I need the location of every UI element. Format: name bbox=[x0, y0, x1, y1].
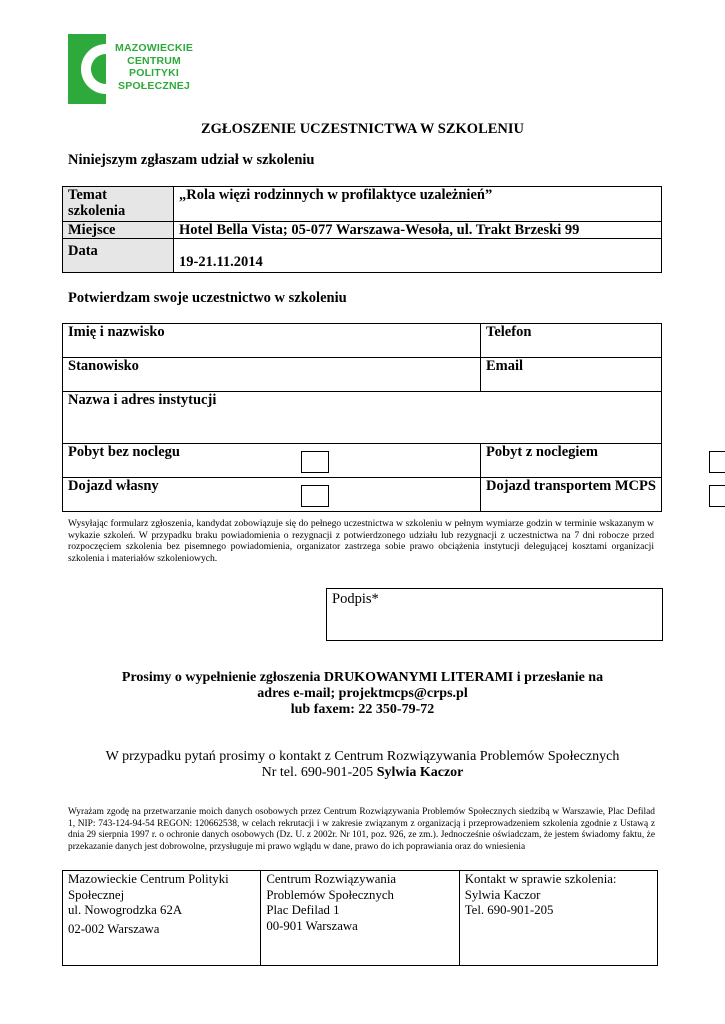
name-field[interactable] bbox=[63, 324, 481, 358]
position-field[interactable] bbox=[63, 358, 481, 392]
overnight-label: Pobyt z noclegiem bbox=[486, 444, 598, 460]
mcps-transport-option bbox=[481, 478, 662, 512]
footer-mcps bbox=[63, 871, 261, 966]
mcps-logo bbox=[68, 34, 203, 104]
footer-mcps-street: ul. Nowogrodzka 62A bbox=[68, 903, 183, 917]
no-overnight-label: Pobyt bez noclegu bbox=[68, 444, 180, 460]
logo-line: POLITYKI bbox=[129, 67, 180, 79]
logo-text bbox=[115, 42, 193, 92]
footer-contact-title: Kontakt w sprawie szkolenia: bbox=[464, 872, 617, 886]
topic-value: „Rola więzi rodzinnych w profilaktyce uzależnień” bbox=[174, 187, 662, 222]
date-value: 19-21.11.2014 bbox=[174, 239, 662, 273]
footer-contact-phone: Tel. 690-901-205 bbox=[464, 903, 554, 917]
email-field[interactable] bbox=[481, 358, 662, 392]
overnight-option bbox=[481, 444, 662, 478]
topic-label bbox=[63, 187, 174, 222]
footer-crps-city: 00-901 Warszawa bbox=[266, 918, 358, 933]
institution-label: Nazwa i adres instytucji bbox=[68, 392, 217, 408]
participant-table bbox=[62, 323, 662, 512]
participation-note: Wysyłając formularz zgłoszenia, kandydat zobowiązuje się do pełnego uczestnictwa w szkoleniu w pełnym wymiarze godzin w terminie wskazanym w wykazie szkoleń. W przypadku braku powiadomienia o rezygnacji z potwierdzonego udziału lub rezygnacji z uczestnictwa na 7 dni robocze przed rozpoczęciem szkolenia bez pisemnego powiadomienia, organizator zastrzega sobie prawo obciążenia instytucji delegującej kosztami organizacji szkolenia i materiałów szkoleniowych. bbox=[68, 518, 654, 564]
print-request-line2: adres e-mail; projektmcps@crps.pl bbox=[257, 686, 468, 701]
footer-table bbox=[62, 870, 658, 966]
page-title: ZGŁOSZENIE UCZESTNICTWA W SZKOLENIU bbox=[200, 121, 524, 137]
contact-question bbox=[0, 749, 725, 781]
email-label: Email bbox=[486, 358, 524, 374]
footer-crps-street: Plac Defilad 1 bbox=[266, 903, 340, 917]
institution-field[interactable] bbox=[63, 392, 662, 444]
contact-question-line2 bbox=[0, 765, 725, 781]
place-label: Miejsce bbox=[63, 222, 174, 239]
print-request bbox=[0, 670, 725, 718]
place-value: Hotel Bella Vista; 05-077 Warszawa-Wesoła, ul. Trakt Brzeski 99 bbox=[174, 222, 662, 239]
footer-mcps-city: 02-002 Warszawa bbox=[68, 921, 160, 936]
print-request-line3: lub faxem: 22 350-79-72 bbox=[290, 702, 435, 717]
print-request-line1: Prosimy o wypełnienie zgłoszenia DRUKOWANYMI LITERAMI i przesłanie na bbox=[121, 670, 604, 685]
contact-question-line1: W przypadku pytań prosimy o kontakt z Centrum Rozwiązywania Problemów Społecznych bbox=[105, 749, 620, 764]
name-label: Imię i nazwisko bbox=[68, 324, 165, 340]
contact-person: Sylwia Kaczor bbox=[376, 765, 464, 780]
phone-field[interactable] bbox=[481, 324, 662, 358]
logo-line: CENTRUM bbox=[127, 54, 181, 67]
logo-line: SPOŁECZNEJ bbox=[118, 79, 191, 92]
footer-contact bbox=[459, 871, 657, 966]
footer-contact-person: Sylwia Kaczor bbox=[464, 887, 541, 902]
contact-phone: Nr tel. 690-901-205 bbox=[261, 765, 377, 780]
data-consent: Wyrażam zgodę na przetwarzanie moich danych osobowych przez Centrum Rozwiązywania Problemów Społecznych siedzibą w Warszawie, Plac Defilad 1, NIP: 743-124-94-54 REGON: 120662538, w celach rekrutacji i w zakresie związanym z organizacją i przeprowadzeniem szkolenia zgodnie z Ustawą z dnia 29 sierpnia 1997 r. o ochronie danych osobowych (Dz. U. z 2002r. Nr 101, poz. 926, ze zm.). Jednocześnie oświadczam, że jestem świadomy faktu, że przekazanie danych jest dobrowolne, przysługuje mi prawo wglądu w dane, prawo do ich poprawiania oraz do wniesienia bbox=[68, 807, 655, 852]
no-overnight-option bbox=[63, 444, 481, 478]
mcps-logo-icon bbox=[68, 34, 106, 104]
own-transport-checkbox[interactable] bbox=[301, 485, 329, 507]
own-transport-option bbox=[63, 478, 481, 512]
mcps-transport-checkbox[interactable] bbox=[709, 485, 725, 507]
position-label: Stanowisko bbox=[68, 358, 139, 374]
confirm-text: Potwierdzam swoje uczestnictwo w szkoleniu bbox=[68, 290, 347, 306]
footer-crps-name: Centrum Rozwiązywania Problemów Społecznych bbox=[266, 872, 397, 902]
overnight-checkbox[interactable] bbox=[709, 451, 725, 473]
mcps-transport-label: Dojazd transportem MCPS bbox=[486, 478, 656, 494]
training-table bbox=[62, 186, 662, 273]
footer-mcps-name: Mazowieckie Centrum Polityki Społecznej bbox=[68, 872, 229, 902]
footer-crps bbox=[261, 871, 459, 966]
signature-label: Podpis* bbox=[332, 591, 379, 607]
own-transport-label: Dojazd własny bbox=[68, 478, 159, 494]
intro-text: Niniejszym zgłaszam udział w szkoleniu bbox=[68, 152, 315, 168]
phone-label: Telefon bbox=[486, 324, 532, 340]
topic-label-line2: szkolenia bbox=[68, 203, 126, 219]
date-label: Data bbox=[63, 239, 174, 273]
signature-box[interactable] bbox=[326, 588, 663, 641]
logo-line: MAZOWIECKIE bbox=[115, 42, 194, 54]
topic-label-line1: Temat bbox=[68, 187, 107, 203]
no-overnight-checkbox[interactable] bbox=[301, 451, 329, 473]
